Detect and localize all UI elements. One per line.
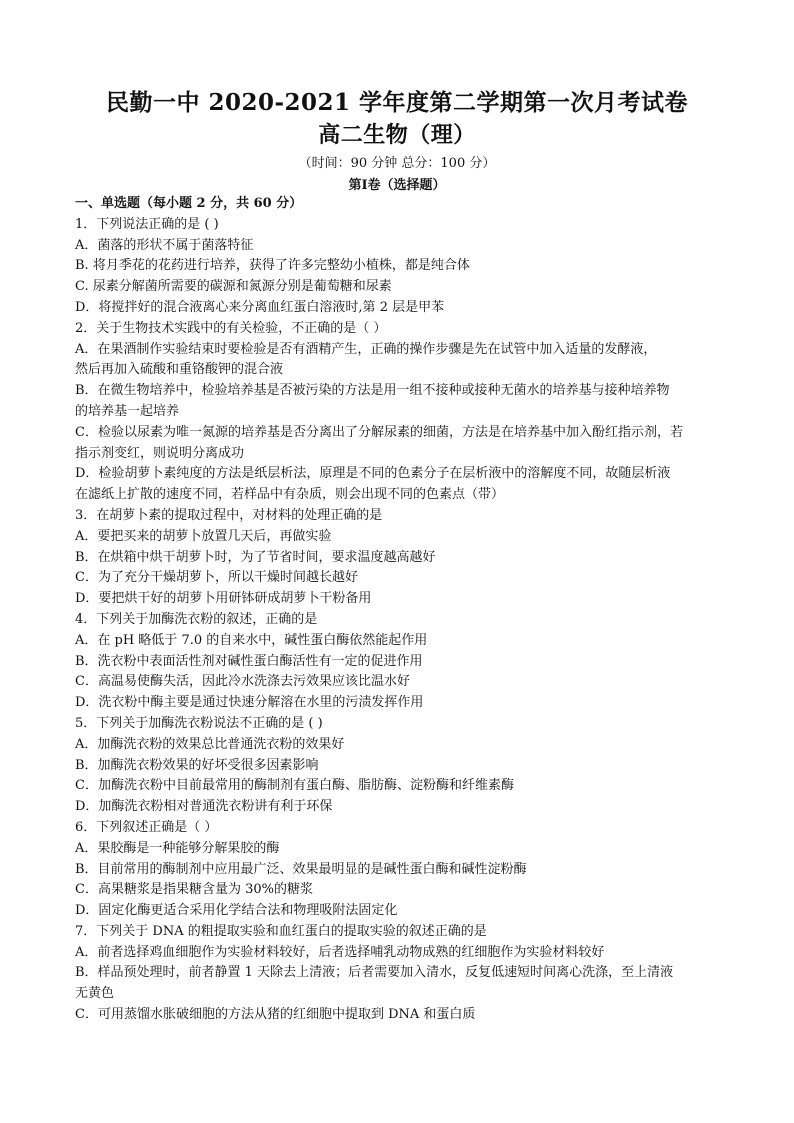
question-line: D．加酶洗衣粉相对普通洗衣粉讲有利于环保 xyxy=(75,799,333,815)
question-line: D．固定化酶更适合采用化学结合法和物理吸附法固定化 xyxy=(75,903,398,919)
exam-title: 民勤一中 2020-2021 学年度第二学期第一次月考试卷 xyxy=(105,89,689,116)
exam-meta: （时间：90 分钟 总分：100 分） xyxy=(298,156,496,171)
question-line: 2．关于生物技术实践中的有关检验，不正确的是（ ） xyxy=(75,320,387,336)
question-line: 然后再加入硫酸和重铬酸钾的混合液 xyxy=(75,362,284,378)
question-line: D．将搅拌好的混合液离心来分离血红蛋白溶液时,第 2 层是甲苯 xyxy=(75,299,445,315)
question-line: 无黄色 xyxy=(75,986,115,1002)
question-line: A．在 pH 略低于 7.0 的自来水中，碱性蛋白酶依然能起作用 xyxy=(75,632,428,648)
question-line: D．检验胡萝卜素纯度的方法是纸层析法，原理是不同的色素分子在层析液中的溶解度不同，故随层析液 xyxy=(75,466,671,482)
question-line: A．果胶酶是一种能够分解果胶的酶 xyxy=(75,840,280,856)
question-line: A．在果酒制作实验结束时要检验是否有酒精产生，正确的操作步骤是先在试管中加入适量的发酵液， xyxy=(75,341,657,357)
question-line: B. 将月季花的花药进行培养，获得了许多完整幼小植株，都是纯合体 xyxy=(75,258,470,274)
question-line: 6．下列叙述正确是（ ） xyxy=(75,819,218,835)
section-heading: 一、单选题（每小题 2 分，共 60 分） xyxy=(75,196,303,211)
question-line: C．加酶洗衣粉中目前最常用的酶制剂有蛋白酶、脂肪酶、淀粉酶和纤维素酶 xyxy=(75,778,514,794)
question-line: 的培养基一起培养 xyxy=(75,403,180,419)
question-line: A．要把买来的胡萝卜放置几天后，再做实验 xyxy=(75,528,332,544)
question-line: 在滤纸上扩散的速度不同，若样品中有杂质，则会出现不同的色素点（带） xyxy=(75,487,505,503)
question-line: 指示剂变红，则说明分离成功 xyxy=(75,445,245,461)
question-line: A．前者选择鸡血细胞作为实验材料较好，后者选择哺乳动物成熟的红细胞作为实验材料较好 xyxy=(75,944,605,960)
question-line: C．高果糖浆是指果糖含量为 30%的糖浆 xyxy=(75,882,313,898)
question-line: B．样品预处理时，前者静置 1 天除去上清液；后者需要加入清水，反复低速短时间离心洗涤，至上清液 xyxy=(75,965,674,981)
question-line: C．为了充分干燥胡萝卜，所以干燥时间越长越好 xyxy=(75,570,358,586)
question-line: C．高温易使酶失活，因此冷水洗涤去污效果应该比温水好 xyxy=(75,674,410,690)
exam-subtitle: 高二生物（理） xyxy=(318,122,476,148)
question-line: C．可用蒸馏水胀破细胞的方法从猪的红细胞中提取到 DNA 和蛋白质 xyxy=(75,1007,476,1023)
question-line: B．洗衣粉中表面活性剂对碱性蛋白酶活性有一定的促进作用 xyxy=(75,653,423,669)
question-line: 4．下列关于加酶洗衣粉的叙述，正确的是 xyxy=(75,611,318,627)
question-line: A．加酶洗衣粉的效果总比普通洗衣粉的效果好 xyxy=(75,736,345,752)
question-line: D．要把烘干好的胡萝卜用研钵研成胡萝卜干粉备用 xyxy=(75,591,372,607)
question-line: A．菌落的形状不属于菌落特征 xyxy=(75,237,254,253)
question-line: 5．下列关于加酶洗衣粉说法不正确的是 ( ) xyxy=(75,715,323,731)
question-line: C．检验以尿素为唯一氮源的培养基是否分离出了分解尿素的细菌，方法是在培养基中加入酚红指示剂，若 xyxy=(75,424,683,440)
question-line: 7．下列关于 DNA 的粗提取实验和血红蛋白的提取实验的叙述正确的是 xyxy=(75,923,487,939)
question-line: 1．下列说法正确的是 ( ) xyxy=(75,216,219,232)
question-line: D．洗衣粉中酶主要是通过快速分解溶在水里的污渍发挥作用 xyxy=(75,695,424,711)
part-heading: 第Ⅰ卷（选择题） xyxy=(348,178,446,193)
question-line: B．加酶洗衣粉效果的好坏受很多因素影响 xyxy=(75,757,319,773)
question-line: B．在微生物培养中，检验培养基是否被污染的方法是用一组不接种或接种无菌水的培养基与接种培养物 xyxy=(75,383,670,399)
question-line: B．目前常用的酶制剂中应用最广泛、效果最明显的是碱性蛋白酶和碱性淀粉酶 xyxy=(75,861,527,877)
question-line: C. 尿素分解菌所需要的碳源和氮源分别是葡萄糖和尿素 xyxy=(75,279,392,295)
question-list xyxy=(75,194,725,1026)
question-line: 3．在胡萝卜素的提取过程中，对材料的处理正确的是 xyxy=(75,507,383,523)
question-line: B．在烘箱中烘干胡萝卜时，为了节省时间，要求温度越高越好 xyxy=(75,549,436,565)
